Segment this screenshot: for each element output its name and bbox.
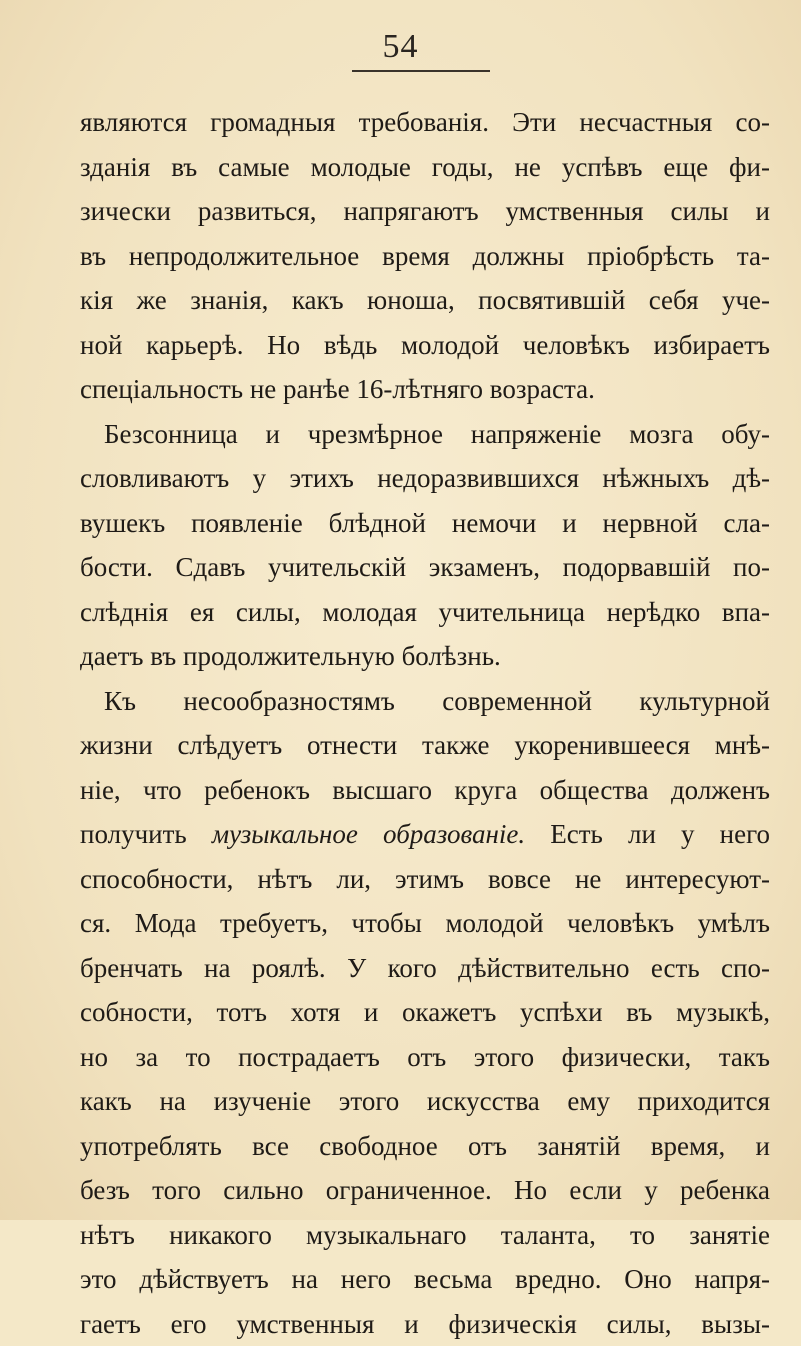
- text-line: ніе, что ребенокъ высшаго круга общества долженъ: [80, 768, 770, 813]
- text-line: въ непродолжительное время должны пріобрѣсть та-: [80, 234, 770, 279]
- text-fragment: получить: [80, 819, 212, 849]
- text-line: словливаютъ у этихъ недоразвившихся нѣжныхъ дѣ-: [80, 456, 770, 501]
- text-line: безъ того сильно ограниченное. Но если у ребенка: [80, 1168, 770, 1213]
- text-line: какъ на изученіе этого искусства ему приходится: [80, 1079, 770, 1124]
- text-line: нѣтъ никакого музыкальнаго таланта, то занятіе: [80, 1213, 770, 1258]
- text-line: бости. Сдавъ учительскій экзаменъ, подорвавшій по-: [80, 545, 770, 590]
- text-line: Безсонница и чрезмѣрное напряженіе мозга обу-: [80, 412, 770, 457]
- text-line: слѣднія ея силы, молодая учительница нерѣдко впа-: [80, 590, 770, 635]
- page-number: 54: [0, 28, 801, 66]
- header-rule: [352, 70, 490, 72]
- text-line: жизни слѣдуетъ отнести также укоренившееся мнѣ-: [80, 723, 770, 768]
- text-line: зически развиться, напрягаютъ умственныя силы и: [80, 189, 770, 234]
- text-line: способности, нѣтъ ли, этимъ вовсе не интересуют-: [80, 857, 770, 902]
- text-fragment: Есть ли у него: [525, 819, 770, 849]
- text-line: собности, тотъ хотя и окажетъ успѣхи въ музыкѣ,: [80, 990, 770, 1035]
- text-line-with-italic: [80, 812, 770, 857]
- text-line: ной карьерѣ. Но вѣдь молодой человѣкъ избираетъ: [80, 323, 770, 368]
- text-line: гаетъ его умственныя и физическія силы, вызы-: [80, 1302, 770, 1346]
- text-line: зданія въ самые молодые годы, не успѣвъ еще фи-: [80, 145, 770, 190]
- text-line: бренчать на роялѣ. У кого дѣйствительно есть спо-: [80, 946, 770, 991]
- text-line: спеціальность не ранѣе 16-лѣтняго возраста.: [80, 367, 770, 412]
- text-line: употреблять все свободное отъ занятій время, и: [80, 1124, 770, 1169]
- text-line: Къ несообразностямъ современной культурной: [80, 679, 770, 724]
- body-text: [80, 100, 770, 1346]
- text-line: но за то пострадаетъ отъ этого физически, такъ: [80, 1035, 770, 1080]
- text-line: это дѣйствуетъ на него весьма вредно. Оно напря-: [80, 1257, 770, 1302]
- italic-phrase: музыкальное образованіе.: [212, 819, 525, 849]
- text-line: кія же знанія, какъ юноша, посвятившій себя уче-: [80, 278, 770, 323]
- text-line: ся. Мода требуетъ, чтобы молодой человѣкъ умѣлъ: [80, 901, 770, 946]
- text-line: вушекъ появленіе блѣдной немочи и нервной сла-: [80, 501, 770, 546]
- text-line: являются громадныя требованія. Эти несчастныя со-: [80, 100, 770, 145]
- text-line: даетъ въ продолжительную болѣзнь.: [80, 634, 770, 679]
